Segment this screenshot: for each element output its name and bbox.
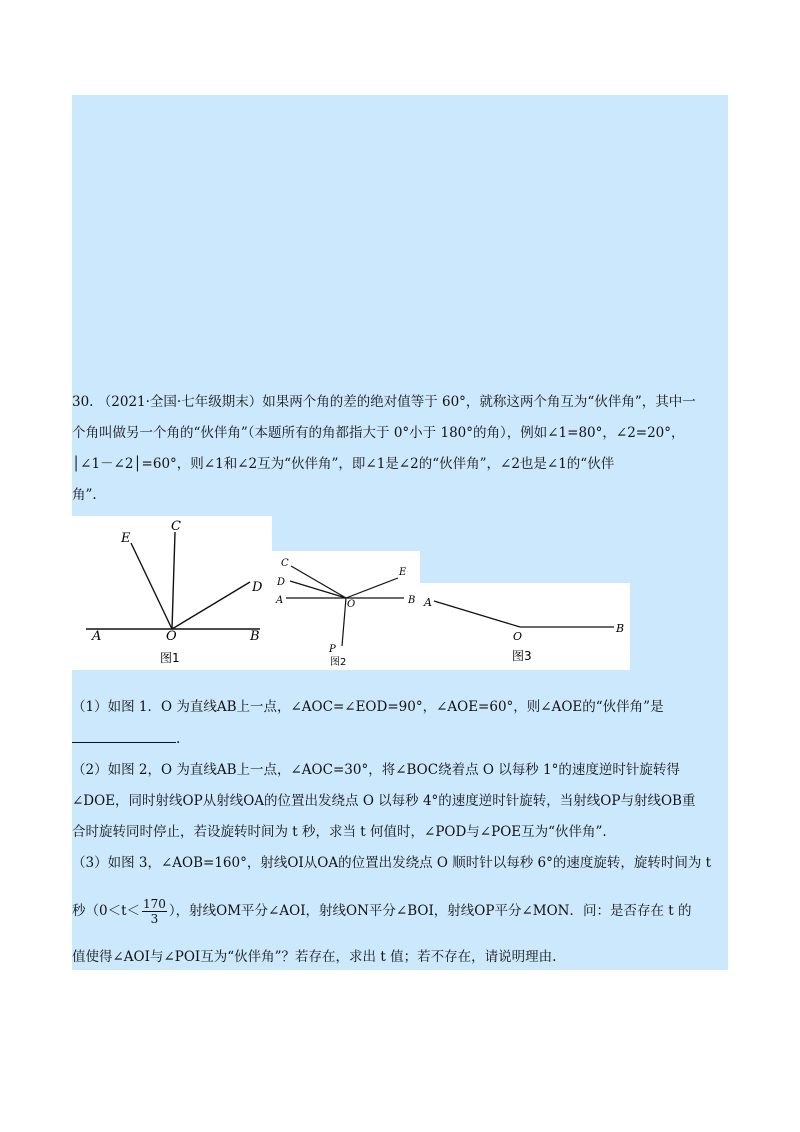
label-P: P bbox=[329, 644, 336, 655]
problem-line-3: │∠1－∠2│=60°，则∠1和∠2互为“伙伴角”，即∠1是∠2的“伙伴角”，∠2也是∠1的“伙伴 bbox=[72, 456, 615, 472]
ray-OC bbox=[291, 566, 346, 598]
label-D: D bbox=[252, 580, 263, 595]
part-3-line-3: 值使得∠AOI与∠POI互为“伙伴角”？若存在，求出 t 值；若不存在，请说明理由. bbox=[72, 949, 557, 965]
fraction-denominator: 3 bbox=[150, 912, 159, 926]
part-1-line-2 bbox=[72, 728, 180, 749]
figure-1 bbox=[72, 516, 272, 670]
label-O: O bbox=[166, 629, 177, 644]
figure-1-drawing bbox=[72, 516, 272, 670]
label-E: E bbox=[399, 567, 407, 578]
fraction-numerator: 170 bbox=[143, 897, 166, 911]
label-A: A bbox=[276, 595, 284, 606]
part-2-line-1: （2）如图 2，O 为直线AB上一点，∠AOC=30°，将∠BOC绕着点 O 以每秒 1°的速度逆时针旋转得 bbox=[72, 762, 680, 778]
label-B: B bbox=[250, 629, 260, 644]
label-O: O bbox=[513, 630, 523, 643]
part-3-line-2-post: ），射线OM平分∠AOI，射线ON平分∠BOI，射线OP平分∠MON．问：是否存在 t 的 bbox=[168, 903, 692, 919]
problem-line-2: 个角叫做另一个角的“伙伴角”（本题所有的角都指大于 0°小于 180°的角），例如∠1=80°，∠2=20°， bbox=[72, 425, 685, 441]
ray-OE bbox=[131, 543, 172, 629]
ray-OD bbox=[290, 581, 346, 598]
figure-3 bbox=[420, 583, 630, 670]
problem-line-1: 30. （2021·全国·七年级期末）如果两个角的差的绝对值等于 60°，就称这两个角互为“伙伴角”，其中一 bbox=[72, 394, 696, 410]
label-B: B bbox=[616, 622, 625, 635]
fraction-170-over-3 bbox=[142, 897, 167, 926]
part-2-line-3: 合时旋转同时停止，若设旋转时间为 t 秒，求当 t 何值时，∠POD与∠POE互为“伙伴角”. bbox=[72, 824, 607, 840]
label-D: D bbox=[277, 577, 286, 588]
ray-OA bbox=[434, 601, 520, 627]
label-O: O bbox=[347, 599, 356, 610]
figure-3-caption: 图3 bbox=[512, 649, 532, 663]
label-C: C bbox=[171, 519, 181, 534]
figure-2-caption: 图2 bbox=[330, 657, 347, 668]
problem-line-4: 角”. bbox=[72, 487, 97, 503]
ray-OC bbox=[172, 532, 175, 629]
ray-OP bbox=[342, 598, 346, 646]
label-A: A bbox=[424, 596, 432, 609]
label-C: C bbox=[281, 558, 289, 569]
label-A: A bbox=[92, 629, 102, 644]
part-2-line-2: ∠DOE，同时射线OP从射线OA的位置出发绕点 O 以每秒 4°的速度逆时针旋转，当射线OP与射线OB重 bbox=[72, 793, 696, 809]
label-E: E bbox=[121, 531, 131, 546]
answer-blank[interactable] bbox=[72, 728, 176, 743]
part-3-line-1: （3）如图 3，∠AOB=160°，射线OI从OA的位置出发绕点 O 顺时针以每秒 6°的速度旋转，旋转时间为 t bbox=[72, 855, 712, 871]
figure-2-drawing bbox=[272, 551, 420, 670]
figure-2 bbox=[272, 551, 420, 670]
figure-1-caption: 图1 bbox=[160, 651, 180, 665]
part-3-line-2-pre: 秒（0＜t＜ bbox=[72, 903, 141, 919]
ray-OD bbox=[172, 582, 250, 629]
part-1-period: . bbox=[176, 731, 181, 747]
part-1-line-1: （1）如图 1．O 为直线AB上一点，∠AOC=∠EOD=90°，∠AOE=60°，则∠AOE的“伙伴角”是 bbox=[72, 699, 664, 715]
ray-OE bbox=[346, 578, 398, 598]
part-3-line-2 bbox=[72, 897, 691, 926]
label-B: B bbox=[408, 595, 416, 606]
figure-3-drawing bbox=[420, 583, 630, 670]
